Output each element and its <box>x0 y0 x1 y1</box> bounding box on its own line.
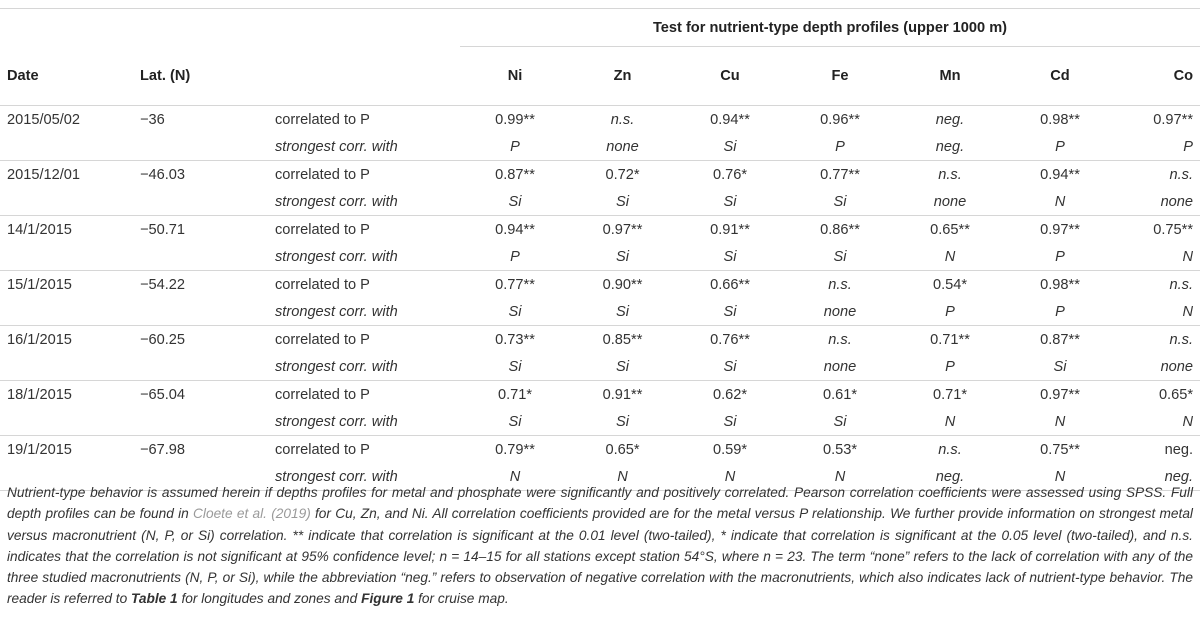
lat-cell: −67.98 <box>140 436 275 464</box>
lat-cell: −50.71 <box>140 216 275 244</box>
correlation-value-cell: n.s. <box>785 326 895 354</box>
lat-cell: −60.25 <box>140 326 275 354</box>
lat-cell: −54.22 <box>140 271 275 299</box>
correlation-value-cell: 0.97** <box>1005 216 1115 244</box>
strongest-corr-cell: Si <box>508 413 522 430</box>
correlation-value-cell: 0.76* <box>675 161 785 189</box>
strongest-corr-cell: N <box>1054 413 1066 430</box>
correlation-value-cell: n.s. <box>1115 326 1200 354</box>
strongest-corr-cell: none <box>1160 193 1194 210</box>
date-cell: 2015/05/02 <box>7 111 81 128</box>
row-label-strongest: strongest corr. with <box>275 248 398 265</box>
correlation-value-cell: 0.71** <box>895 326 1005 354</box>
strongest-corr-cell: none <box>933 193 967 210</box>
strongest-corr-cell: N <box>570 463 675 491</box>
lat-cell-empty <box>140 133 275 161</box>
table-row <box>0 216 1200 244</box>
strongest-corr-cell: N <box>675 463 785 491</box>
strongest-corr-cell: Si <box>1053 358 1067 375</box>
lat-cell: −46.03 <box>140 161 275 189</box>
correlation-value-cell: n.s. <box>895 161 1005 189</box>
lat-cell-empty <box>140 243 275 271</box>
correlation-value-cell: 0.94** <box>710 111 750 128</box>
correlation-value-cell: 0.71* <box>460 381 570 409</box>
strongest-corr-cell: P <box>1055 138 1065 155</box>
table-row <box>0 381 1200 409</box>
correlation-value-cell: 0.53* <box>785 436 895 464</box>
lat-cell: −65.04 <box>140 381 275 409</box>
correlation-value-cell: 0.79** <box>460 436 570 464</box>
correlation-value-cell: 0.91** <box>675 216 785 244</box>
date-cell-empty <box>0 298 140 326</box>
correlation-value-cell: 0.87** <box>1005 326 1115 354</box>
column-header-blank <box>275 47 460 106</box>
correlation-value-cell: 0.97** <box>1153 111 1194 128</box>
table-row <box>0 188 1200 216</box>
column-header-lat: Lat. (N) <box>140 47 275 106</box>
correlation-value-cell: 0.73** <box>460 326 570 354</box>
correlation-value-cell: 0.65** <box>895 216 1005 244</box>
correlation-value-cell: n.s. <box>785 271 895 299</box>
strongest-corr-cell: N <box>1182 413 1194 430</box>
table-row <box>0 408 1200 436</box>
date-cell-empty <box>0 408 140 436</box>
strongest-corr-cell: Si <box>723 138 737 155</box>
table-body <box>0 106 1200 491</box>
strongest-corr-cell: Si <box>723 413 737 430</box>
correlation-value-cell: 0.65* <box>1115 381 1200 409</box>
strongest-corr-cell: Si <box>833 193 847 210</box>
strongest-corr-cell: Si <box>833 413 847 430</box>
date-cell: 16/1/2015 <box>0 326 140 354</box>
table-row <box>0 271 1200 299</box>
strongest-corr-cell: Si <box>723 193 737 210</box>
lat-cell-empty <box>140 298 275 326</box>
column-header-cu: Cu <box>675 47 785 106</box>
correlation-value-cell: 0.94** <box>1005 161 1115 189</box>
row-label-correlated: correlated to P <box>275 326 460 354</box>
strongest-corr-cell: none <box>1160 358 1194 375</box>
correlation-value-cell: n.s. <box>1115 161 1200 189</box>
correlation-value-cell: 0.77** <box>460 271 570 299</box>
correlation-value-cell: 0.75** <box>1005 436 1115 464</box>
strongest-corr-cell: neg. <box>895 463 1005 491</box>
row-label-correlated: correlated to P <box>275 381 460 409</box>
strongest-corr-cell: N <box>460 463 570 491</box>
lat-cell: −36 <box>140 111 165 128</box>
date-cell-empty <box>0 243 140 271</box>
strongest-corr-cell: P <box>1183 138 1194 155</box>
group-header: Test for nutrient-type depth profiles (upper 1000 m) <box>460 9 1200 47</box>
correlation-value-cell: n.s. <box>1115 271 1200 299</box>
correlation-value-cell: n.s. <box>610 111 635 128</box>
column-header-co: Co <box>1115 47 1200 106</box>
footnote-text-3: for longitudes and zones and <box>177 591 362 607</box>
correlation-value-cell: 0.91** <box>570 381 675 409</box>
strongest-corr-cell: neg. <box>935 138 965 155</box>
row-label-correlated: correlated to P <box>275 216 460 244</box>
date-cell: 14/1/2015 <box>0 216 140 244</box>
strongest-corr-cell: P <box>835 138 845 155</box>
strongest-corr-cell: N <box>944 413 956 430</box>
row-label-strongest: strongest corr. with <box>275 413 398 430</box>
strongest-corr-cell: Si <box>508 358 522 375</box>
correlation-value-cell: 0.65* <box>570 436 675 464</box>
table-row <box>0 243 1200 271</box>
correlation-table <box>0 8 1200 491</box>
table-row <box>0 436 1200 464</box>
correlation-value-cell: 0.85** <box>570 326 675 354</box>
correlation-value-cell: 0.97** <box>1005 381 1115 409</box>
strongest-corr-cell: Si <box>833 248 847 265</box>
correlation-value-cell: neg. <box>1115 436 1200 464</box>
strongest-corr-cell: N <box>944 248 956 265</box>
strongest-corr-cell: Si <box>508 193 522 210</box>
table-row <box>0 106 1200 134</box>
correlation-value-cell: 0.87** <box>460 161 570 189</box>
lat-cell-empty <box>140 353 275 381</box>
date-cell-empty <box>0 133 140 161</box>
column-header-fe: Fe <box>785 47 895 106</box>
strongest-corr-cell: P <box>1055 248 1065 265</box>
column-header-cd: Cd <box>1005 47 1115 106</box>
strongest-corr-cell: P <box>510 248 520 265</box>
strongest-corr-cell: N <box>1054 193 1066 210</box>
strongest-corr-cell: Si <box>723 303 737 320</box>
table-footnote <box>7 482 1193 610</box>
table-row <box>0 326 1200 354</box>
column-header-ni: Ni <box>460 47 570 106</box>
strongest-corr-cell: P <box>510 138 520 155</box>
correlation-value-cell: n.s. <box>895 436 1005 464</box>
correlation-value-cell: 0.59* <box>675 436 785 464</box>
correlation-value-cell: 0.76** <box>675 326 785 354</box>
lat-cell-empty <box>140 188 275 216</box>
correlation-value-cell: 0.99** <box>495 111 535 128</box>
correlation-value-cell: neg. <box>935 111 965 128</box>
table-row <box>0 298 1200 326</box>
column-header-zn: Zn <box>570 47 675 106</box>
row-label-correlated: correlated to P <box>275 271 460 299</box>
correlation-value-cell: 0.98** <box>1040 111 1080 128</box>
strongest-corr-cell: N <box>1182 248 1194 265</box>
correlation-value-cell: 0.94** <box>460 216 570 244</box>
correlation-value-cell: 0.72* <box>570 161 675 189</box>
date-cell-empty <box>0 188 140 216</box>
correlation-value-cell: 0.66** <box>675 271 785 299</box>
strongest-corr-cell: N <box>1005 463 1115 491</box>
strongest-corr-cell: P <box>1055 303 1065 320</box>
correlation-value-cell: 0.62* <box>675 381 785 409</box>
row-label-strongest: strongest corr. with <box>275 138 398 155</box>
strongest-corr-cell: Si <box>723 358 737 375</box>
footnote-text-4: for cruise map. <box>414 591 509 607</box>
row-label-strongest: strongest corr. with <box>275 193 398 210</box>
date-cell: 18/1/2015 <box>0 381 140 409</box>
correlation-value-cell: 0.98** <box>1005 271 1115 299</box>
footnote-text-2: for Cu, Zn, and Ni. All correlation coefficients provided are for the metal versus P relationship. We further provide information on strongest metal versus macronutrient (N, P, or Si) correlation. ** indicate that correlation is significant at the 0.01 level (two-tailed), * indicate that correlation is significant at the 0.05 level (two-tailed), and n.s. indicates that the correlation is not significant at 95% confidence level; n = 14–15 for all stations except station 54°S, where n = 23. The term “none” refers to the lack of correlation with any of the three studied macronutrients (N, P, or Si), while the abbreviation “neg.” refers to observation of negative correlation with the macronutrients, which also indicates lack of nutrient-type behavior. The reader is referred to <box>7 506 1193 607</box>
correlation-value-cell: 0.96** <box>820 111 860 128</box>
table-1-link[interactable]: Table 1 <box>131 591 178 607</box>
citation-link[interactable]: Cloete et al. (2019) <box>193 506 311 522</box>
date-cell: 15/1/2015 <box>0 271 140 299</box>
strongest-corr-cell: Si <box>616 358 629 375</box>
strongest-corr-cell: P <box>945 358 955 375</box>
strongest-corr-cell: none <box>823 303 857 320</box>
row-label-strongest: strongest corr. with <box>275 358 398 375</box>
strongest-corr-cell: Si <box>616 413 629 430</box>
row-label-strongest: strongest corr. with <box>275 303 398 320</box>
correlation-value-cell: 0.77** <box>785 161 895 189</box>
column-header-row <box>0 47 1200 106</box>
table-row <box>0 353 1200 381</box>
correlation-value-cell: 0.71* <box>895 381 1005 409</box>
correlation-value-cell: 0.54* <box>895 271 1005 299</box>
column-header-date: Date <box>0 47 140 106</box>
strongest-corr-cell: P <box>945 303 955 320</box>
table-row <box>0 161 1200 189</box>
lat-cell-empty <box>140 408 275 436</box>
correlation-value-cell: 0.61* <box>785 381 895 409</box>
figure-1-link[interactable]: Figure 1 <box>361 591 415 607</box>
strongest-corr-cell: Si <box>616 303 629 320</box>
correlation-value-cell: 0.90** <box>570 271 675 299</box>
group-header-row <box>0 9 1200 47</box>
correlation-value-cell: 0.86** <box>785 216 895 244</box>
table-row <box>0 133 1200 161</box>
footnote-text-1: Nutrient-type behavior is assumed herein if depths profiles for metal and phosphate were significantly and positively correlated. Pearson correlation coefficients were assessed using SPSS. Full depth profiles can be found in <box>7 485 1193 522</box>
row-label-correlated: correlated to P <box>275 111 370 128</box>
strongest-corr-cell: none <box>606 138 639 155</box>
correlation-value-cell: 0.97** <box>570 216 675 244</box>
strongest-corr-cell: neg. <box>1115 463 1200 491</box>
strongest-corr-cell: Si <box>616 193 629 210</box>
strongest-corr-cell: Si <box>508 303 522 320</box>
row-label-correlated: correlated to P <box>275 161 460 189</box>
column-header-mn: Mn <box>895 47 1005 106</box>
row-label-strongest: strongest corr. with <box>275 463 460 491</box>
row-label-correlated: correlated to P <box>275 436 460 464</box>
date-cell: 19/1/2015 <box>0 436 140 464</box>
strongest-corr-cell: Si <box>723 248 737 265</box>
date-cell: 2015/12/01 <box>0 161 140 189</box>
correlation-value-cell: 0.75** <box>1115 216 1200 244</box>
strongest-corr-cell: N <box>785 463 895 491</box>
strongest-corr-cell: N <box>1182 303 1194 320</box>
strongest-corr-cell: Si <box>616 248 629 265</box>
date-cell-empty <box>0 353 140 381</box>
strongest-corr-cell: none <box>823 358 857 375</box>
